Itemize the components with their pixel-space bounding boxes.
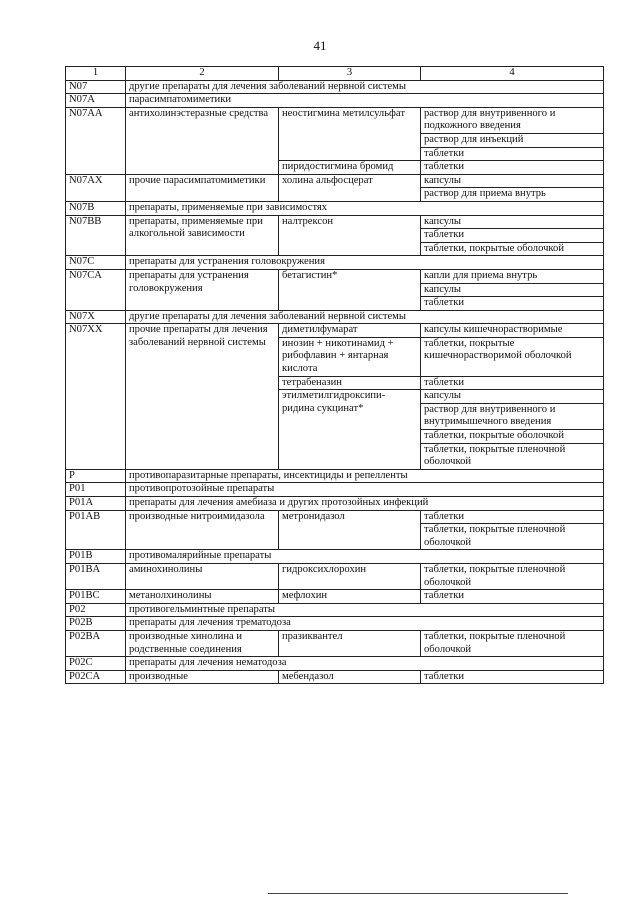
- atc-code: P01BC: [66, 590, 126, 604]
- group-name: производные хинолина и родственные соединения: [126, 630, 279, 656]
- atc-code: N07AX: [66, 174, 126, 201]
- group-name: прочие препараты для лечения заболеваний нервной системы: [126, 324, 279, 470]
- category-row: [66, 256, 604, 270]
- table-row: [66, 324, 604, 338]
- group-name: метанолхинолины: [126, 590, 279, 604]
- category-title: препараты для устранения головокружения: [126, 256, 604, 270]
- dosage-form: капсулы: [421, 174, 604, 188]
- dosage-form: таблетки, покрытые пленочной оболочкой: [421, 524, 604, 550]
- column-header: 1: [66, 67, 126, 81]
- category-row: [66, 617, 604, 631]
- group-name: прочие парасимпатомиметики: [126, 174, 279, 201]
- atc-code: N07BB: [66, 215, 126, 256]
- table-row: [66, 107, 604, 133]
- category-row: [66, 657, 604, 671]
- table-body: [66, 80, 604, 684]
- dosage-form: таблетки, покрытые пленочной оболочкой: [421, 443, 604, 469]
- category-row: [66, 469, 604, 483]
- table-row: [66, 269, 604, 283]
- drug-name: гидроксихлорохин: [279, 563, 421, 589]
- header-row: [66, 67, 604, 81]
- atc-code: N07A: [66, 94, 126, 108]
- drug-name: неостигмина метилсульфат: [279, 107, 421, 160]
- atc-code: P02BA: [66, 630, 126, 656]
- table-row: [66, 510, 604, 524]
- table-row: [66, 670, 604, 684]
- category-row: [66, 497, 604, 511]
- atc-code: P01AB: [66, 510, 126, 550]
- category-title: препараты для лечения трематодоза: [126, 617, 604, 631]
- dosage-form: таблетки, покрытые оболочкой: [421, 430, 604, 444]
- drug-name: празиквантел: [279, 630, 421, 656]
- table-row: [66, 630, 604, 656]
- bottom-rule: [268, 893, 568, 894]
- column-header: 4: [421, 67, 604, 81]
- dosage-form: таблетки, покрытые кишечнорастворимой оболочкой: [421, 337, 604, 376]
- dosage-form: раствор для приема внутрь: [421, 188, 604, 202]
- category-title: противогельминтные препараты: [126, 603, 604, 617]
- group-name: препараты, применяемые при алкогольной зависимости: [126, 215, 279, 256]
- atc-code: P01BA: [66, 563, 126, 589]
- dosage-form: капли для приема внутрь: [421, 269, 604, 283]
- group-name: антихолинэстеразные средства: [126, 107, 279, 174]
- group-name: производные нитроимидазола: [126, 510, 279, 550]
- drug-name: мефлохин: [279, 590, 421, 604]
- dosage-form: таблетки: [421, 147, 604, 161]
- category-title: другие препараты для лечения заболеваний нервной системы: [126, 80, 604, 94]
- group-name: препараты для устранения головокружения: [126, 269, 279, 310]
- dosage-form: капсулы: [421, 390, 604, 404]
- category-row: [66, 94, 604, 108]
- dosage-form: таблетки: [421, 229, 604, 243]
- category-row: [66, 201, 604, 215]
- atc-code: P01: [66, 483, 126, 497]
- drug-name: тетрабеназин: [279, 376, 421, 390]
- category-title: препараты, применяемые при зависимостях: [126, 201, 604, 215]
- dosage-form: таблетки, покрытые оболочкой: [421, 242, 604, 256]
- dosage-form: таблетки: [421, 510, 604, 524]
- group-name: производные: [126, 670, 279, 684]
- page-number: 41: [313, 38, 327, 53]
- atc-code: N07C: [66, 256, 126, 270]
- dosage-form: таблетки: [421, 297, 604, 311]
- drug-name: этилметилгидроксипи-ридина сукцинат*: [279, 390, 421, 470]
- atc-code: N07XX: [66, 324, 126, 470]
- dosage-form: таблетки, покрытые пленочной оболочкой: [421, 630, 604, 656]
- drug-classification-table: [65, 66, 604, 684]
- dosage-form: таблетки: [421, 161, 604, 175]
- drug-name: инозин + никотинамид + рибофлавин + янтарная кислота: [279, 337, 421, 376]
- atc-code: N07AA: [66, 107, 126, 174]
- atc-code: P02: [66, 603, 126, 617]
- dosage-form: капсулы: [421, 215, 604, 229]
- dosage-form: таблетки: [421, 670, 604, 684]
- category-title: противомалярийные препараты: [126, 550, 604, 564]
- atc-code: P02CA: [66, 670, 126, 684]
- dosage-form: таблетки, покрытые пленочной оболочкой: [421, 563, 604, 589]
- drug-name: налтрексон: [279, 215, 421, 256]
- table-row: [66, 215, 604, 229]
- dosage-form: капсулы кишечнорастворимые: [421, 324, 604, 338]
- category-title: противопротозойные препараты: [126, 483, 604, 497]
- atc-code: N07B: [66, 201, 126, 215]
- drug-name: мебендазол: [279, 670, 421, 684]
- atc-code: N07CA: [66, 269, 126, 310]
- category-row: [66, 310, 604, 324]
- dosage-form: таблетки: [421, 376, 604, 390]
- dosage-form: раствор для инъекций: [421, 133, 604, 147]
- dosage-form: капсулы: [421, 283, 604, 297]
- category-title: другие препараты для лечения заболеваний нервной системы: [126, 310, 604, 324]
- dosage-form: таблетки: [421, 590, 604, 604]
- atc-code: P02B: [66, 617, 126, 631]
- dosage-form: раствор для внутривенного и подкожного введения: [421, 107, 604, 133]
- atc-code: P01A: [66, 497, 126, 511]
- category-title: парасимпатомиметики: [126, 94, 604, 108]
- table-row: [66, 563, 604, 589]
- category-title: препараты для лечения амебиаза и других протозойных инфекций: [126, 497, 604, 511]
- drug-name: пиридостигмина бромид: [279, 161, 421, 175]
- atc-code: P: [66, 469, 126, 483]
- atc-code: N07: [66, 80, 126, 94]
- dosage-form: раствор для внутривенного и внутримышечного введения: [421, 403, 604, 429]
- drug-name: диметилфумарат: [279, 324, 421, 338]
- category-row: [66, 603, 604, 617]
- drug-name: метронидазол: [279, 510, 421, 550]
- drug-name: бетагистин*: [279, 269, 421, 310]
- category-row: [66, 550, 604, 564]
- category-title: препараты для лечения нематодоза: [126, 657, 604, 671]
- atc-code: N07X: [66, 310, 126, 324]
- table-row: [66, 590, 604, 604]
- atc-code: P01B: [66, 550, 126, 564]
- column-header: 2: [126, 67, 279, 81]
- category-row: [66, 483, 604, 497]
- category-title: противопаразитарные препараты, инсектициды и репелленты: [126, 469, 604, 483]
- category-row: [66, 80, 604, 94]
- table-row: [66, 174, 604, 188]
- atc-code: P02C: [66, 657, 126, 671]
- drug-name: холина альфосцерат: [279, 174, 421, 201]
- column-header: 3: [279, 67, 421, 81]
- group-name: аминохинолины: [126, 563, 279, 589]
